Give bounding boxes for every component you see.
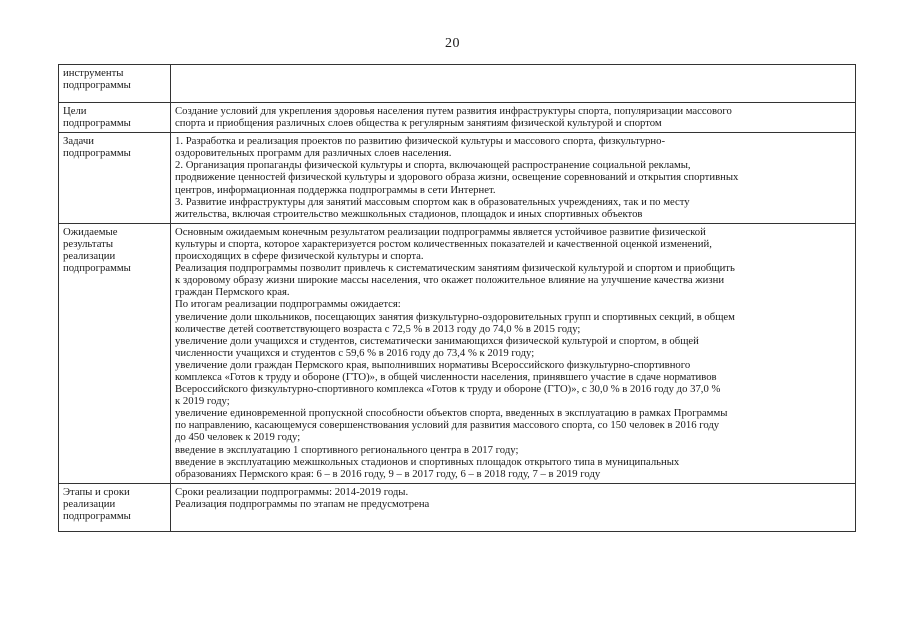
row-content-line: По итогам реализации подпрограммы ожидается: — [175, 298, 401, 311]
row-content-cell — [171, 483, 856, 531]
row-content-line: Всероссийского физкультурно-спортивного комплекса «Готов к труду и обороне (ГТО)», с 30,0 % в 2016 году до 37,0 % — [175, 383, 721, 396]
row-content-line: увеличение единовременной пропускной способности объектов спорта, введенных в эксплуатацию в рамках Программы — [175, 407, 728, 420]
row-content-line: 2. Организация пропаганды физической культуры и спорта, включающей распространение социальной рекламы, — [175, 159, 691, 172]
row-label-line: реализации — [63, 250, 116, 263]
row-content-line: Создание условий для укрепления здоровья населения путем развития инфраструктуры спорта, популяризации массового — [175, 105, 732, 117]
page-number: 20 — [445, 36, 460, 51]
row-label-line: подпрограммы — [63, 510, 131, 522]
row-content-line: комплекса «Готов к труду и обороне (ГТО)», в общей численности населения, принявшего участие в сдаче нормативов — [175, 370, 717, 383]
row-content-line: количестве детей соответствующего возраста с 72,5 % в 2013 году до 74,0 % в 2015 году; — [175, 322, 581, 335]
row-label-line: Ожидаемые — [63, 225, 118, 238]
row-content-line: к 2019 году; — [175, 395, 230, 408]
row-content-line: оздоровительных программ для различных слоев населения. — [175, 147, 452, 160]
row-content-cell — [171, 223, 856, 483]
row-content-line: Сроки реализации подпрограммы: 2014-2019 годы. — [175, 485, 409, 498]
row-label-cell — [59, 483, 171, 531]
row-label-line: реализации — [63, 497, 116, 510]
row-content-line: Реализация подпрограммы по этапам не предусмотрена — [175, 497, 430, 510]
row-label-line: Цели — [63, 105, 87, 117]
row-content-cell — [171, 65, 856, 103]
row-label-line: подпрограммы — [63, 117, 131, 130]
table-row — [59, 103, 856, 133]
row-content-line: введение в эксплуатацию 1 спортивного регионального центра в 2017 году; — [175, 443, 519, 456]
table-row — [59, 65, 856, 103]
row-label-line: инструменты — [63, 67, 124, 79]
row-content-line: введение в эксплуатацию межшкольных стадионов и спортивных площадок открытого типа в муниципальных — [175, 455, 680, 468]
row-label-line: Этапы и сроки — [63, 485, 130, 498]
row-label-line: подпрограммы — [63, 262, 131, 275]
row-content-line: численности учащихся и студентов с 59,6 % в 2016 году до 73,4 % к 2019 году; — [175, 346, 535, 359]
row-content-line: до 450 человек к 2019 году; — [175, 431, 301, 444]
row-content-line: Основным ожидаемым конечным результатом реализации подпрограммы является устойчивое развитие физической — [175, 225, 706, 238]
row-label-line: результаты — [63, 237, 114, 250]
row-content-line: 1. Разработка и реализация проектов по развитию физической культуры и массового спорта, физкультурно- — [175, 135, 666, 148]
row-label-cell — [59, 133, 171, 224]
row-label-line: Задачи — [63, 135, 94, 148]
row-label-cell — [59, 65, 171, 103]
table-row — [59, 133, 856, 224]
row-content-line: по направлению, касающемуся совершенствования условий для развития массового спорта, со 150 человек в 2016 году — [175, 419, 720, 432]
row-content-line: спорта и приобщения различных слоев общества к регулярным занятиям физической культурой и спортом — [175, 117, 662, 130]
subprogram-passport-table — [58, 64, 856, 532]
row-content-line: происходящих в сфере физической культуры и спорта. — [175, 250, 424, 263]
row-content-line: 3. Развитие инфраструктуры для занятий массовым спортом как в образовательных учреждениях, так и по месту — [175, 195, 690, 208]
row-content-line: граждан Пермского края. — [175, 286, 290, 299]
row-content-line: увеличение доли граждан Пермского края, выполнивших нормативы Всероссийского физкультурно-спортивного — [175, 358, 691, 371]
row-label-cell — [59, 223, 171, 483]
row-content-line: увеличение доли школьников, посещающих занятия физкультурно-оздоровительных групп и спортивных секций, в общем — [175, 310, 735, 323]
row-label-line: подпрограммы — [63, 147, 131, 160]
row-content-line: к здоровому образу жизни широкие массы населения, что окажет положительное влияние на улучшение качества жизни — [175, 274, 725, 287]
table-row — [59, 483, 856, 531]
row-content-line: жительства, включая строительство межшкольных стадионов, площадок и иных спортивных объектов — [175, 207, 643, 220]
row-content-line: образованиях Пермского края: 6 – в 2016 году, 9 – в 2017 году, 6 – в 2018 году, 7 – в 2019 году — [175, 467, 601, 480]
row-content-cell — [171, 133, 856, 224]
row-label-cell — [59, 103, 171, 133]
row-content-line: центров, информационная поддержка подпрограммы в сети Интернет. — [175, 183, 496, 196]
row-content-cell — [171, 103, 856, 133]
row-content-line: увеличение доли учащихся и студентов, систематически занимающихся физической культурой и спортом, в общей — [175, 334, 699, 347]
row-content-line: культуры и спорта, которое характеризуется ростом количественных показателей и качественной оценкой изменений, — [175, 237, 712, 250]
table-row — [59, 223, 856, 483]
row-content-line: Реализация подпрограммы позволит привлечь к систематическим занятиям физической культурой и спортом и приобщить — [175, 262, 735, 275]
row-label-line: подпрограммы — [63, 79, 131, 92]
row-content-line: продвижение ценностей физической культуры и здорового образа жизни, освещение соревнований и открытия спортивных — [175, 171, 739, 184]
